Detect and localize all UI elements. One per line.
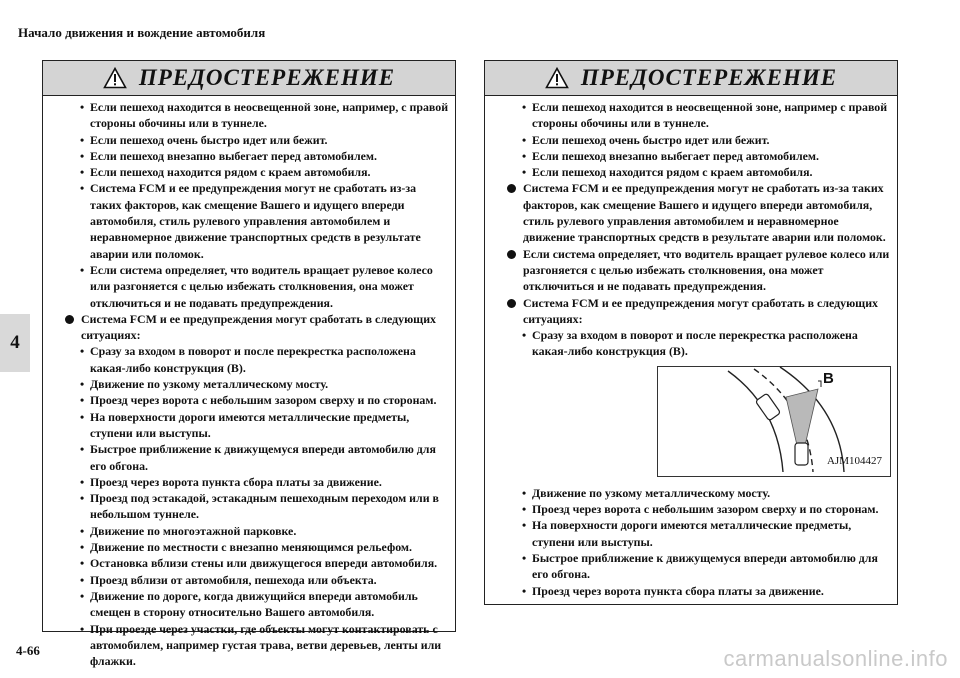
warning-header — [43, 61, 455, 96]
list-item: • Быстрое приближение к движущемуся впереди автомобилю для его обгона. — [485, 550, 891, 583]
list-item: • Если пешеход находится рядом с краем автомобиля. — [43, 164, 449, 180]
list-item: • Проезд вблизи от автомобиля, пешехода или объекта. — [43, 572, 449, 588]
list-item-main: Система FCM и ее предупреждения могут сработать в следующих ситуациях: — [43, 311, 449, 344]
warning-list-top — [485, 99, 891, 360]
list-item: • Если пешеход очень быстро идет или бежит. — [43, 132, 449, 148]
figure-label-b: B — [823, 369, 834, 387]
list-item: • Движение по узкому металлическому мосту. — [43, 376, 449, 392]
list-item-main: Система FCM и ее предупреждения могут не сработать из-за таких факторов, как смещение Вашего и идущего впереди автомобиля, стиль рулевого управления автомобилем и неравномерное движение транспортных средств в результате аварии или поломок. — [485, 180, 891, 245]
list-item-main: Система FCM и ее предупреждения могут сработать в следующих ситуациях: — [485, 295, 891, 328]
list-item: • Движение по дороге, когда движущийся впереди автомобиль смещен в сторону относительно Вашего автомобиля. — [43, 588, 449, 621]
warning-list-bottom — [485, 485, 891, 599]
warning-content — [485, 96, 897, 599]
list-item: • Сразу за входом в поворот и после перекрестка расположена какая-либо конструкция (B). — [485, 327, 891, 360]
list-item: • При проезде через участки, где объекты могут контактировать с автомобилем, например густая трава, ветви деревьев, ленты или флажки. — [43, 621, 449, 670]
list-item: • Проезд через ворота пункта сбора платы за движение. — [43, 474, 449, 490]
list-item: • На поверхности дороги имеются металлические предметы, ступени или выступы. — [485, 517, 891, 550]
warning-list — [43, 96, 455, 669]
chapter-tab: 4 — [0, 314, 30, 372]
warning-title: ПРЕДОСТЕРЕЖЕНИЕ — [138, 65, 396, 90]
warning-title: ПРЕДОСТЕРЕЖЕНИЕ — [580, 65, 838, 90]
warning-header — [485, 61, 897, 96]
list-item: • Если пешеход внезапно выбегает перед автомобилем. — [43, 148, 449, 164]
list-item: • Если пешеход находится рядом с краем автомобиля. — [485, 164, 891, 180]
list-item: • Если пешеход находится в неосвещенной зоне, например с правой стороны обочины или в туннеле. — [485, 99, 891, 132]
list-item: • Система FCM и ее предупреждения могут не сработать из-за таких факторов, как смещение Вашего и идущего впереди автомобиля, стиль рулевого управления автомобилем и неравномерное движение транспортных средств в результате аварии или поломок. — [43, 180, 449, 261]
list-item: • Если пешеход очень быстро идет или бежит. — [485, 132, 891, 148]
warning-box-left — [42, 60, 456, 669]
list-item: • Движение по узкому металлическому мосту. — [485, 485, 891, 501]
list-item: • Проезд через ворота пункта сбора платы за движение. — [485, 583, 891, 599]
list-item: • Сразу за входом в поворот и после перекрестка расположена какая-либо конструкция (B). — [43, 343, 449, 376]
list-item: • Если система определяет, что водитель вращает рулевое колесо или разгоняется с целью избежать столкновения, она может отключиться и не подавать предупреждения. — [43, 262, 449, 311]
warning-triangle-icon — [103, 67, 127, 89]
list-item: • На поверхности дороги имеются металлические предметы, ступени или выступы. — [43, 409, 449, 442]
watermark: carmanualsonline.info — [723, 646, 948, 671]
list-item: • Проезд через ворота с небольшим зазором сверху и по сторонам. — [43, 392, 449, 408]
illustration-figure — [657, 366, 891, 477]
figure-code: AJM104427 — [826, 455, 882, 468]
list-item: • Остановка вблизи стены или движущегося впереди автомобиля. — [43, 555, 449, 571]
list-item: • Проезд через ворота с небольшим зазором сверху и по сторонам. — [485, 501, 891, 517]
list-item: • Движение по местности с внезапно меняющимся рельефом. — [43, 539, 449, 555]
warning-box-right — [484, 60, 898, 605]
list-item: • Быстрое приближение к движущемуся впереди автомобилю для его обгона. — [43, 441, 449, 474]
list-item: • Проезд под эстакадой, эстакадным пешеходным переходом или в небольшом туннеле. — [43, 490, 449, 523]
list-item: • Если пешеход находится в неосвещенной зоне, например, с правой стороны обочины или в туннеле. — [43, 99, 449, 132]
page-number: 4-66 — [16, 643, 40, 658]
list-item-main: Если система определяет, что водитель вращает рулевое колесо или разгоняется с целью избежать столкновения, она может отключиться и не подавать предупреждения. — [485, 246, 891, 295]
page-header-title: Начало движения и вождение автомобиля — [18, 25, 266, 40]
list-item: • Движение по многоэтажной парковке. — [43, 523, 449, 539]
list-item: • Если пешеход внезапно выбегает перед автомобилем. — [485, 148, 891, 164]
warning-triangle-icon — [545, 67, 569, 89]
